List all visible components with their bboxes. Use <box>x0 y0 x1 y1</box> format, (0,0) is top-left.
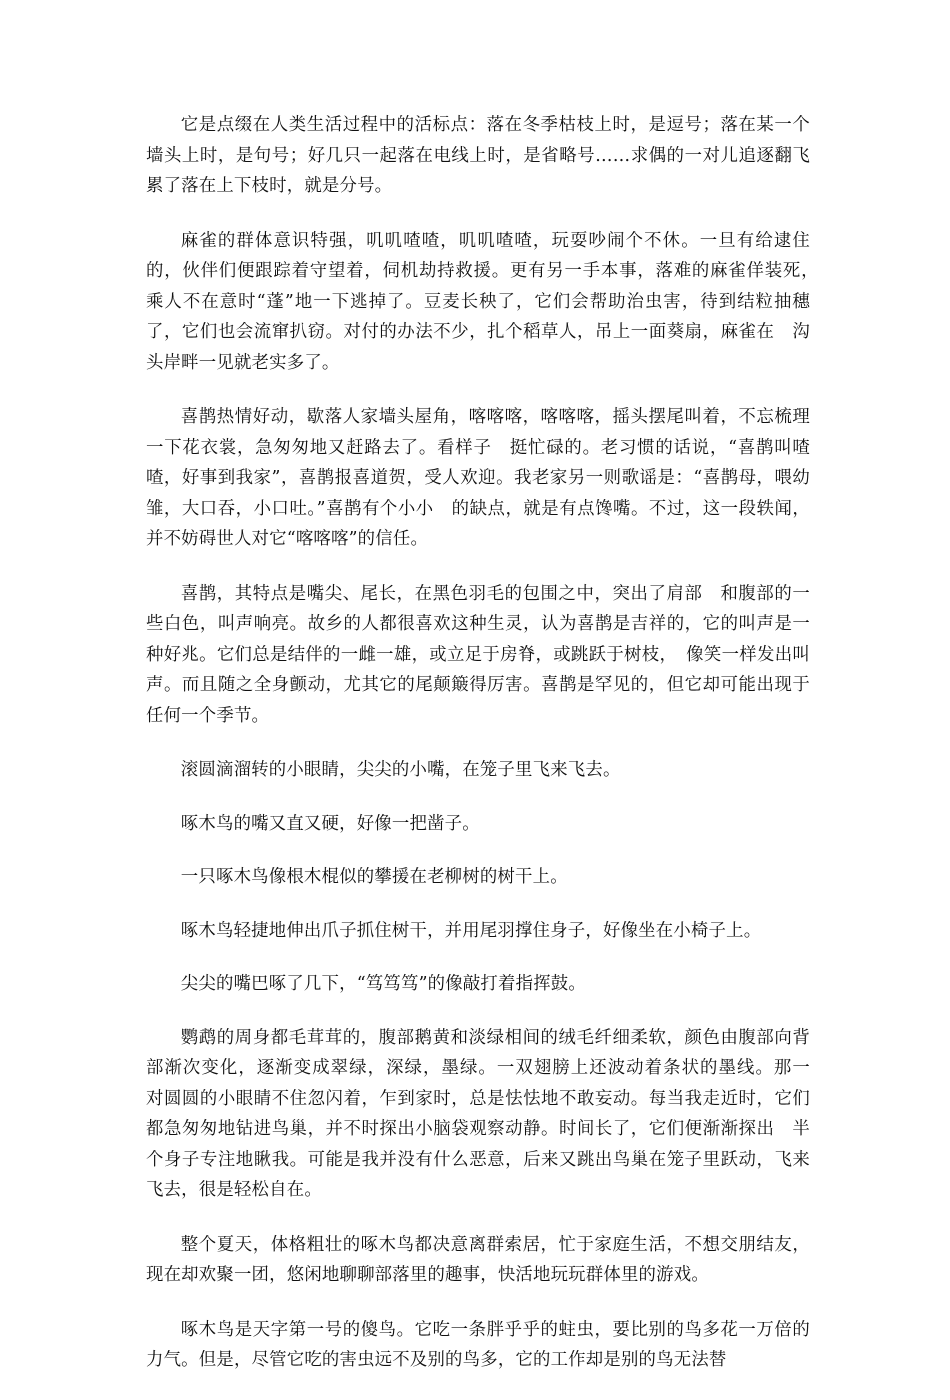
paragraph-woodpecker-claws: 啄木鸟轻捷地伸出爪子抓住树干，并用尾羽撑住身子，好像坐在小椅子上。 <box>180 920 762 941</box>
paragraph-magpie-features: 喜鹊，其特点是嘴尖、尾长，在黑色羽毛的包围之中，突出了肩部 和腹部的一些白色，叫声响亮。故乡的人都很喜欢这种生灵，认为喜鹊是吉祥的，它的叫声是一种好兆。它们总是结伴的一雌一雄，或立足于房脊，或跳跃于树枝， 像笑一样发出叫声。而且随之全身颤动，尤其它的尾颠簸得厉害。喜鹊是罕见的，但它却可能出现于任何一个季节。 <box>146 583 810 726</box>
paragraph-woodpecker-willow: 一只啄木鸟像根木棍似的攀援在老柳树的树干上。 <box>180 867 568 887</box>
paragraph-small-eyes: 滚圆滴溜转的小眼睛，尖尖的小嘴，在笼子里飞来飞去。 <box>180 760 621 780</box>
paragraph-woodpecker-silly: 啄木鸟是天字第一号的傻鸟。它吃一条胖乎乎的蛀虫，要比别的鸟多花一万倍的力气。但是，尽管它吃的害虫远不及别的鸟多，它的工作却是别的鸟无法替 <box>146 1319 810 1370</box>
paragraph-woodpecker-summer: 整个夏天，体格粗壮的啄木鸟都决意离群索居，忙于家庭生活，不想交朋结友，现在却欢聚一团，悠闲地聊聊部落里的趣事，快活地玩玩群体里的游戏。 <box>146 1234 810 1285</box>
paragraph-woodpecker-beak: 啄木鸟的嘴又直又硬，好像一把凿子。 <box>180 813 480 834</box>
paragraph-magpie-lively: 喜鹊热情好动，歇落人家墙头屋角，喀喀喀，喀喀喀，摇头摆尾叫着，不忘梳理一下花衣裳，急匆匆地又赶路去了。看样子 挺忙碌的。老习惯的话说，“喜鹊叫喳喳，好事到我家”，喜鹊报喜道贺，受人欢迎。我老家另一则歌谣是：“喜鹊母，喂幼雏，大口吞，小口吐。”喜鹊有个小小 的缺点，就是有点馋嘴。不过，这一段轶闻，并不妨碍世人对它“喀喀喀”的信任。 <box>146 407 810 549</box>
paragraph-sparrow-group: 麻雀的群体意识特强，叽叽喳喳，叽叽喳喳，玩耍吵闹个不休。一旦有给逮住的，伙伴们便跟踪着守望着，伺机劫持救援。更有另一手本事，落难的麻雀佯装死， 乘人不在意时“蓬”地一下逃掉了。豆麦长秧了，它们会帮助治虫害，待到结粒抽穗了，它们也会流窜扒窃。对付的办法不少，扎个稻草人，吊上一面葵扇，麻雀在 沟头岸畔一见就老实多了。 <box>146 230 828 373</box>
document-page <box>146 110 828 1400</box>
paragraph-parrot: 鹦鹉的周身都毛茸茸的，腹部鹅黄和淡绿相间的绒毛纤细柔软，颜色由腹部向背部渐次变化，逐渐变成翠绿，深绿，墨绿。一双翅膀上还波动着条状的墨线。那一 对圆圆的小眼睛不住忽闪着，乍到家时，总是怯怯地不敢妄动。每当我走近时，它们都急匆匆地钻进鸟巢，并不时探出小脑袋观察动静。时间长了，它们便渐渐探出 半个身子专注地瞅我。可能是我并没有什么恶意，后来又跳出鸟巢在笼子里跃动，飞来飞去，很是轻松自在。 <box>146 1027 828 1200</box>
paragraph-sparrow-punctuation: 它是点缀在人类生活过程中的活标点：落在冬季枯枝上时，是逗号；落在某一个墙头上时，是句号；好几只一起落在电线上时，是省略号……求偶的一对儿追逐翻飞累了落在上下枝时，就是分号。 <box>146 115 810 196</box>
paragraph-woodpecker-drum: 尖尖的嘴巴啄了几下，“笃笃笃”的像敲打着指挥鼓。 <box>180 974 586 994</box>
